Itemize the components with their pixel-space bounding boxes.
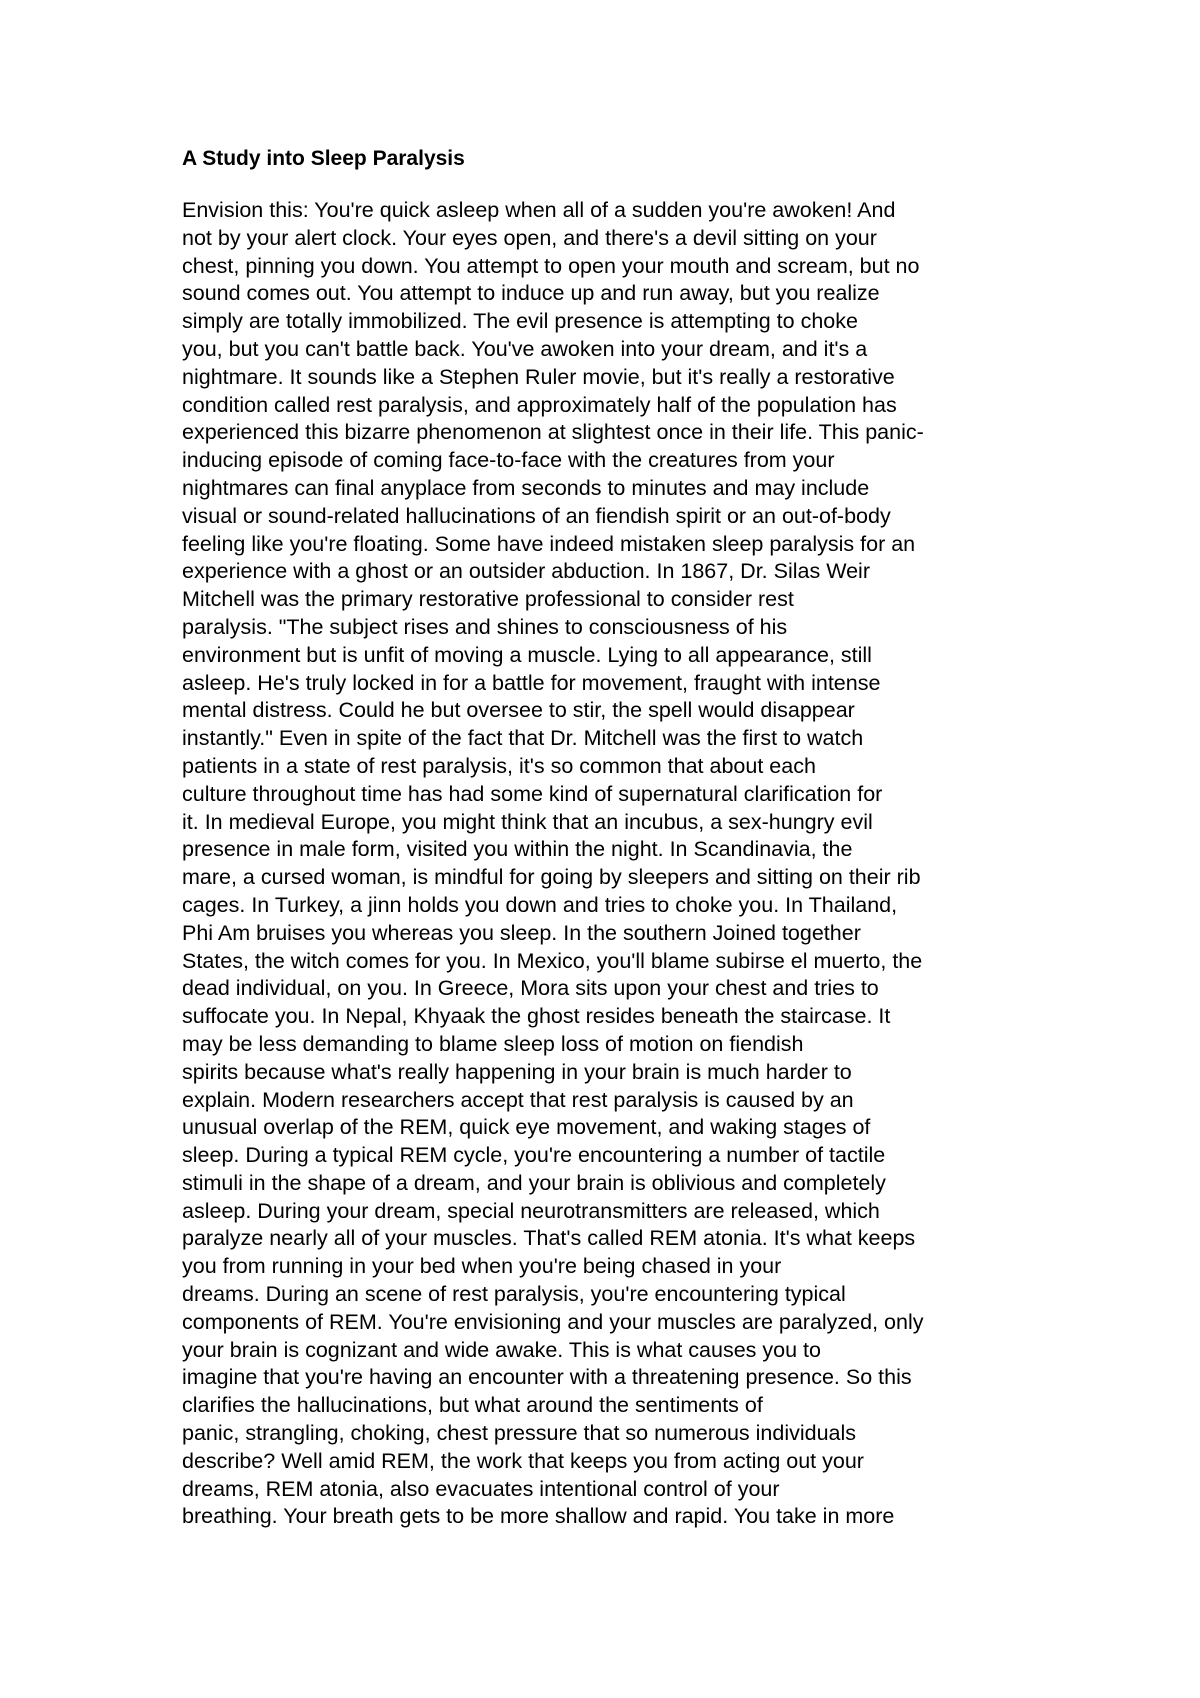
document-title: A Study into Sleep Paralysis — [182, 147, 465, 170]
body-text-line: inducing episode of coming face-to-face with the creatures from your — [182, 448, 835, 473]
body-text-line: clarifies the hallucinations, but what around the sentiments of — [182, 1393, 763, 1418]
body-text-line: dead individual, on you. In Greece, Mora sits upon your chest and tries to — [182, 976, 879, 1001]
body-text-line: visual or sound-related hallucinations of an fiendish spirit or an out-of-body — [182, 503, 891, 528]
document-body — [182, 197, 1062, 1531]
body-text-line: breathing. Your breath gets to be more shallow and rapid. You take in more — [182, 1504, 895, 1529]
body-text-line: simply are totally immobilized. The evil presence is attempting to choke — [182, 309, 858, 334]
body-text-line: describe? Well amid REM, the work that keeps you from acting out your — [182, 1448, 864, 1473]
body-text-line: Phi Am bruises you whereas you sleep. In the southern Joined together — [182, 920, 861, 945]
body-text-line: nightmare. It sounds like a Stephen Ruler movie, but it's really a restorative — [182, 364, 895, 389]
body-text-line: feeling like you're floating. Some have indeed mistaken sleep paralysis for an — [182, 531, 916, 556]
body-text-line: nightmares can final anyplace from seconds to minutes and may include — [182, 475, 870, 500]
document-content — [182, 145, 1062, 1531]
body-text-line: presence in male form, visited you within the night. In Scandinavia, the — [182, 837, 853, 862]
body-text-line: sound comes out. You attempt to induce up and run away, but you realize — [182, 281, 880, 306]
body-text-line: dreams, REM atonia, also evacuates intentional control of your — [182, 1476, 780, 1501]
body-text-line: instantly." Even in spite of the fact that Dr. Mitchell was the first to watch — [182, 726, 864, 751]
body-text-line: suffocate you. In Nepal, Khyaak the ghost resides beneath the staircase. It — [182, 1004, 891, 1029]
body-text-line: your brain is cognizant and wide awake. This is what causes you to — [182, 1337, 821, 1362]
body-text-line: sleep. During a typical REM cycle, you're encountering a number of tactile — [182, 1143, 886, 1168]
body-text-line: cages. In Turkey, a jinn holds you down and tries to choke you. In Thailand, — [182, 892, 898, 917]
body-text-line: explain. Modern researchers accept that rest paralysis is caused by an — [182, 1087, 854, 1112]
body-text-line: components of REM. You're envisioning and your muscles are paralyzed, only — [182, 1309, 924, 1334]
body-text-line: experienced this bizarre phenomenon at slightest once in their life. This panic- — [182, 420, 924, 445]
body-text-line: spirits because what's really happening in your brain is much harder to — [182, 1059, 852, 1084]
body-text-line: may be less demanding to blame sleep loss of motion on fiendish — [182, 1031, 804, 1056]
body-text-line: experience with a ghost or an outsider abduction. In 1867, Dr. Silas Weir — [182, 559, 870, 584]
body-text-line: paralyze nearly all of your muscles. That's called REM atonia. It's what keeps — [182, 1226, 916, 1251]
body-text-line: asleep. He's truly locked in for a battle for movement, fraught with intense — [182, 670, 881, 695]
body-text-line: it. In medieval Europe, you might think that an incubus, a sex-hungry evil — [182, 809, 873, 834]
body-text-line: chest, pinning you down. You attempt to open your mouth and scream, but no — [182, 253, 920, 278]
body-text-line: you from running in your bed when you're being chased in your — [182, 1254, 782, 1279]
body-text-line: patients in a state of rest paralysis, it's so common that about each — [182, 753, 816, 778]
body-text-line: unusual overlap of the REM, quick eye movement, and waking stages of — [182, 1115, 871, 1140]
body-text-line: culture throughout time has had some kind of supernatural clarification for — [182, 781, 883, 806]
body-text-line: paralysis. "The subject rises and shines to consciousness of his — [182, 614, 788, 639]
body-text-line: asleep. During your dream, special neurotransmitters are released, which — [182, 1198, 880, 1223]
body-text-line: environment but is unfit of moving a muscle. Lying to all appearance, still — [182, 642, 872, 667]
body-text-line: mental distress. Could he but oversee to stir, the spell would disappear — [182, 698, 855, 723]
body-text-line: dreams. During an scene of rest paralysis, you're encountering typical — [182, 1282, 846, 1307]
body-text-line: not by your alert clock. Your eyes open, and there's a devil sitting on your — [182, 225, 877, 250]
body-text-line: mare, a cursed woman, is mindful for going by sleepers and sitting on their rib — [182, 865, 921, 890]
body-text-line: States, the witch comes for you. In Mexico, you'll blame subirse el muerto, the — [182, 948, 923, 973]
body-text-line: panic, strangling, choking, chest pressure that so numerous individuals — [182, 1421, 857, 1446]
body-text-line: imagine that you're having an encounter with a threatening presence. So this — [182, 1365, 912, 1390]
body-text-line: condition called rest paralysis, and approximately half of the population has — [182, 392, 897, 417]
body-text-line: Mitchell was the primary restorative professional to consider rest — [182, 587, 794, 612]
body-text-line: Envision this: You're quick asleep when all of a sudden you're awoken! And — [182, 198, 896, 222]
body-text-line: stimuli in the shape of a dream, and your brain is oblivious and completely — [182, 1170, 886, 1195]
body-text-line: you, but you can't battle back. You've awoken into your dream, and it's a — [182, 336, 868, 361]
